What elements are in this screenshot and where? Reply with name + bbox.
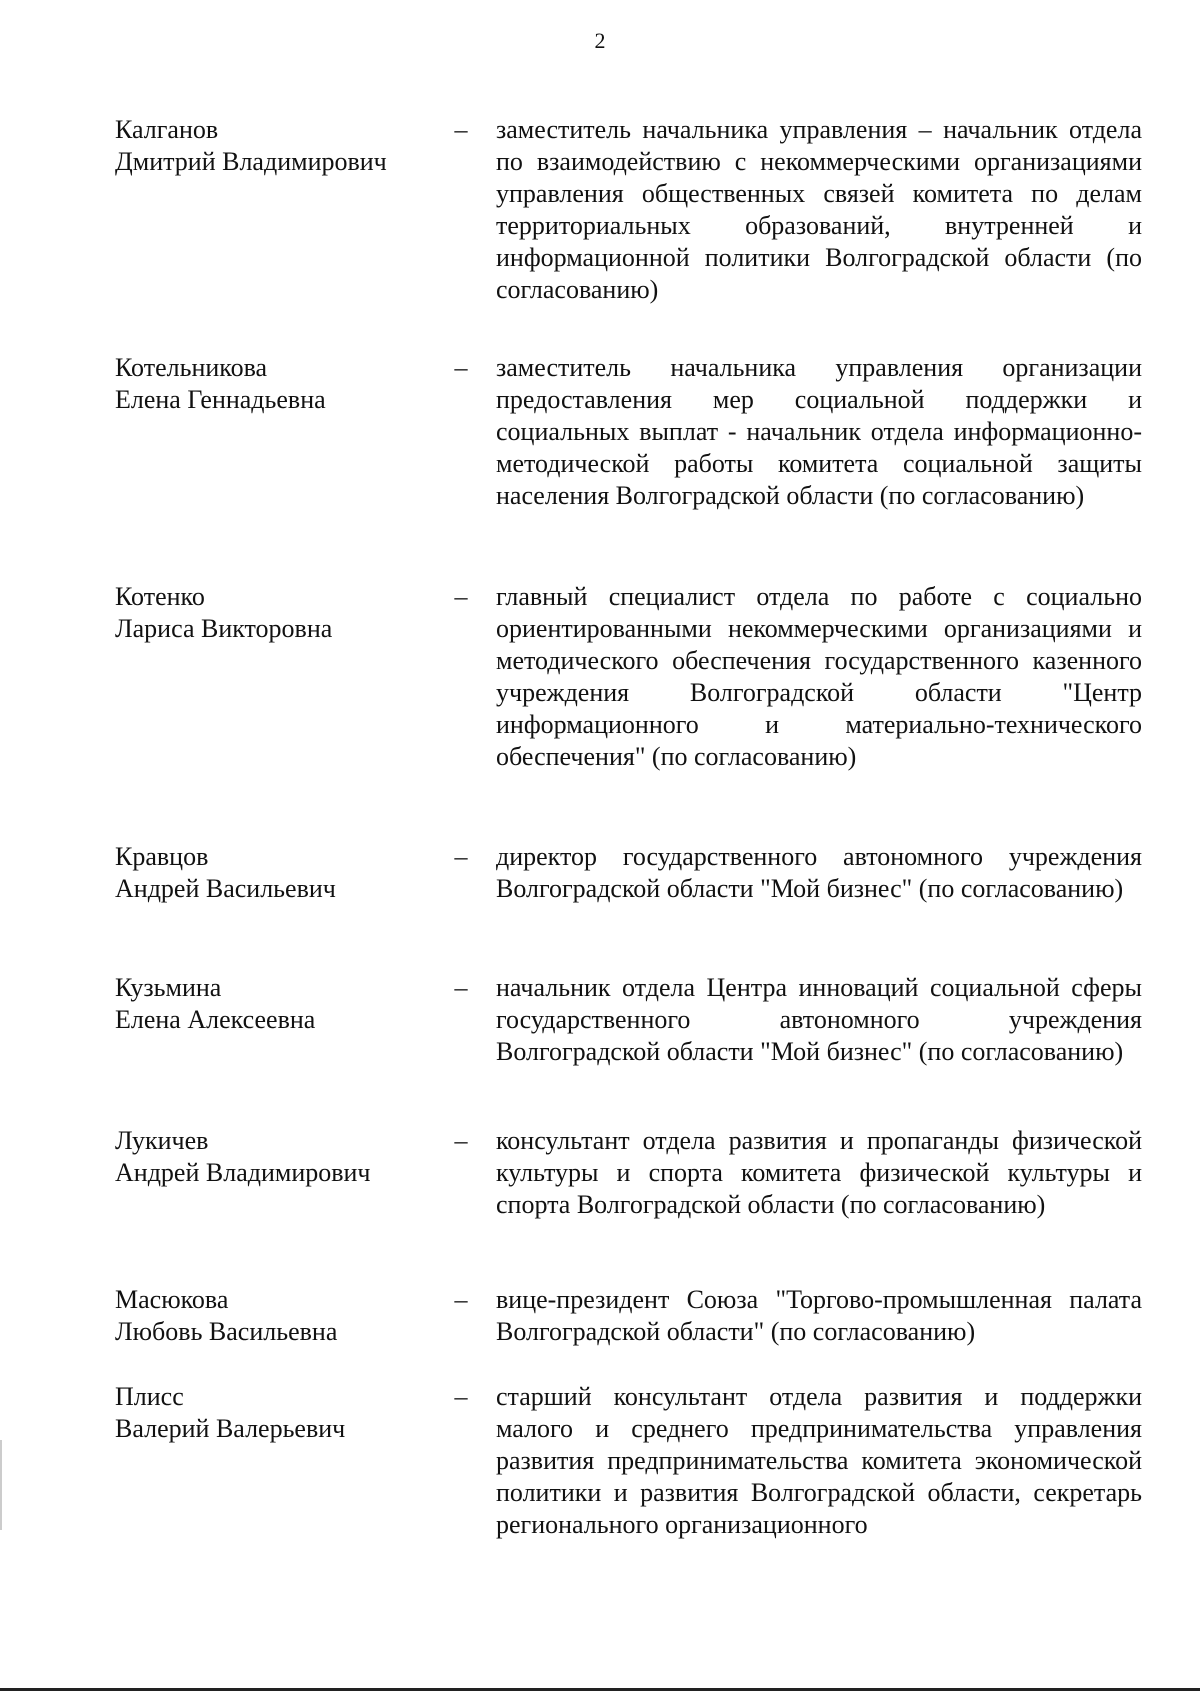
- dash-separator: –: [454, 353, 468, 382]
- member-name: [115, 352, 435, 416]
- member-position: заместитель начальника управления – начальник отдела по взаимодействию с некоммерческими организациями управления общественных связей комитета по делам территориальных образований, внутренней и информационной политики Волгоградской области (по согласованию): [496, 115, 1142, 304]
- member-position: консультант отдела развития и пропаганды физической культуры и спорта комитета физической культуры и спорта Волгоградской области (по согласованию): [496, 1126, 1142, 1219]
- dash-separator: –: [454, 842, 468, 871]
- scan-edge-mark: [0, 1440, 2, 1530]
- member-given-name: Андрей Васильевич: [115, 874, 336, 903]
- member-surname: Масюкова: [115, 1285, 229, 1314]
- member-surname: Котенко: [115, 582, 205, 611]
- member-name: [115, 972, 435, 1036]
- member-surname: Калганов: [115, 115, 219, 144]
- dash-separator: –: [454, 973, 468, 1002]
- member-position: главный специалист отдела по работе с социально ориентированными некоммерческими организациями и методического обеспечения государственного казенного учреждения Волгоградской области "Центр информационного и материально-технического обеспечения" (по согласованию): [496, 582, 1142, 771]
- member-given-name: Елена Алексеевна: [115, 1005, 316, 1034]
- member-name: [115, 1125, 435, 1189]
- page-number: 2: [594, 28, 606, 53]
- member-surname: Кравцов: [115, 842, 209, 871]
- member-surname: Лукичев: [115, 1126, 209, 1155]
- member-surname: Котельникова: [115, 353, 268, 382]
- dash-separator: –: [454, 1382, 468, 1411]
- member-given-name: Елена Геннадьевна: [115, 385, 326, 414]
- member-given-name: Валерий Валерьевич: [115, 1414, 346, 1443]
- member-given-name: Любовь Васильевна: [115, 1317, 338, 1346]
- dash-separator: –: [454, 1126, 468, 1155]
- dash-separator: –: [454, 582, 468, 611]
- member-given-name: Андрей Владимирович: [115, 1158, 371, 1187]
- member-surname: Кузьмина: [115, 973, 222, 1002]
- member-name: [115, 581, 435, 645]
- member-given-name: Лариса Викторовна: [115, 614, 333, 643]
- member-name: [115, 114, 435, 178]
- member-given-name: Дмитрий Владимирович: [115, 147, 387, 176]
- page-bottom-rule: [0, 1688, 1200, 1691]
- member-position: директор государственного автономного учреждения Волгоградской области "Мой бизнес" (по согласованию): [496, 842, 1142, 903]
- member-name: [115, 841, 435, 905]
- dash-separator: –: [454, 1285, 468, 1314]
- member-name: [115, 1284, 435, 1348]
- member-position: старший консультант отдела развития и поддержки малого и среднего предпринимательства управления развития предпринимательства комитета экономической политики и развития Волгоградской области, секретарь регионального организационного: [496, 1382, 1142, 1539]
- member-surname: Плисс: [115, 1382, 184, 1411]
- member-name: [115, 1381, 435, 1445]
- member-position: заместитель начальника управления организации предоставления мер социальной поддержки и социальных выплат - начальник отдела информационно-методической работы комитета социальной защиты населения Волгоградской области (по согласованию): [496, 353, 1142, 510]
- member-position: вице-президент Союза "Торгово-промышленная палата Волгоградской области" (по согласованию): [496, 1285, 1142, 1346]
- dash-separator: –: [454, 115, 468, 144]
- member-position: начальник отдела Центра инноваций социальной сферы государственного автономного учреждения Волгоградской области "Мой бизнес" (по согласованию): [496, 973, 1142, 1066]
